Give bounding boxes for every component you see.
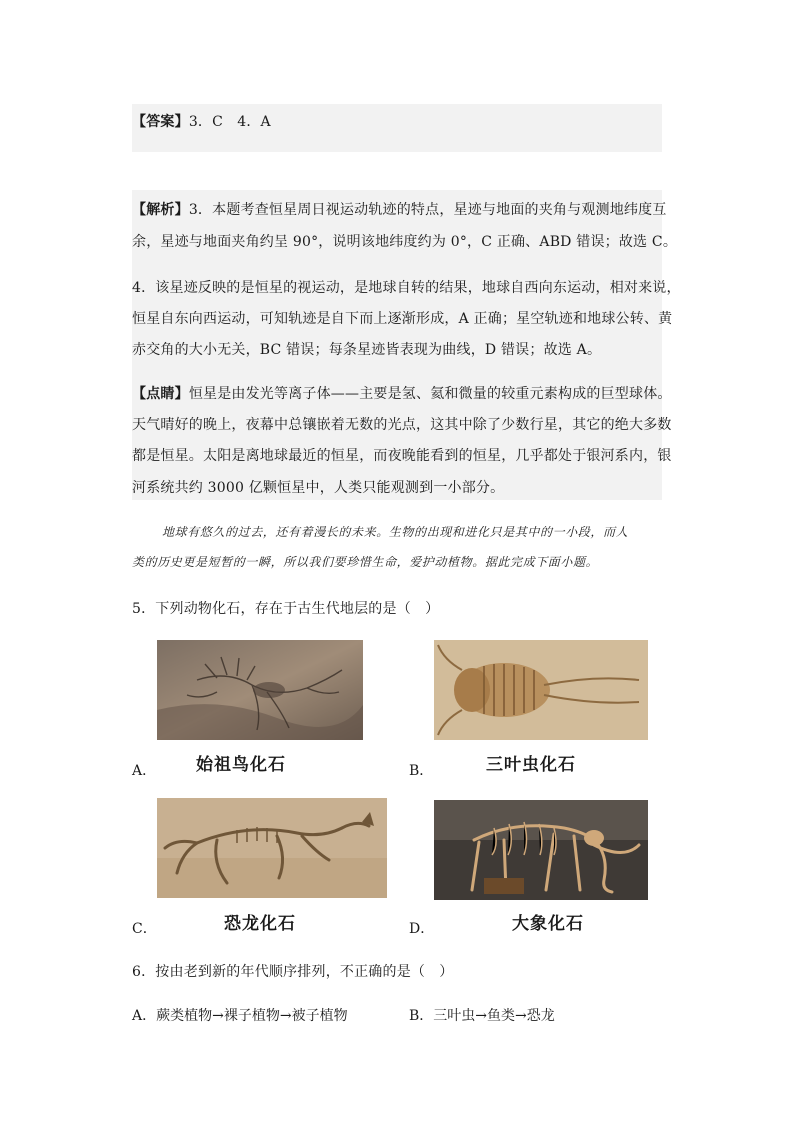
dinosaur-fossil-image <box>157 798 387 898</box>
q5-stem: 5．下列动物化石，存在于古生代地层的是（ ） <box>132 601 440 617</box>
tip-line-1 <box>132 383 672 403</box>
trilobite-fossil-image <box>434 640 648 740</box>
q6-option-b-letter: B． <box>409 1008 434 1024</box>
analysis-line-5: 赤交角的大小无关，BC 错误；每条星迹皆表现为曲线，D 错误；故选 A。 <box>132 342 602 358</box>
intro-line-2: 类的历史更是短暂的一瞬，所以我们要珍惜生命，爱护动植物。据此完成下面小题。 <box>132 555 599 569</box>
analysis-label: 【解析】 <box>132 202 189 218</box>
intro-line-1: 地球有悠久的过去，还有着漫长的未来。生物的出现和进化只是其中的一小段，而人 <box>162 525 629 539</box>
elephant-fossil-image <box>434 800 648 900</box>
analysis-line-4: 恒星自东向西运动，可知轨迹是自下而上逐渐形成，A 正确；星空轨迹和地球公转、黄 <box>132 311 673 327</box>
archaeopteryx-fossil-image <box>157 640 363 740</box>
tip-label: 【点睛】 <box>132 386 189 402</box>
analysis-line-2: 余，星迹与地面夹角约呈 90°，说明该地纬度约为 0°，C 正确、ABD 错误；故选 C。 <box>132 234 678 250</box>
trilobite-fossil-drawing <box>434 640 648 740</box>
tip-line-3: 都是恒星。太阳是离地球最近的恒星，而夜晚能看到的恒星，几乎都处于银河系内，银 <box>132 448 672 464</box>
tip-line-4: 河系统共约 3000 亿颗恒星中，人类只能观测到一小部分。 <box>132 480 505 496</box>
tip-line-2: 天气晴好的晚上，夜幕中总镶嵌着无数的光点，这其中除了少数行星，其它的绝大多数 <box>132 417 672 433</box>
q5-option-d-letter: D． <box>409 921 435 937</box>
q5-option-c-letter: C． <box>132 921 157 937</box>
q5-option-c-caption: 恐龙化石 <box>224 914 296 934</box>
archaeopteryx-fossil-drawing <box>157 640 363 740</box>
elephant-fossil-drawing <box>434 800 648 900</box>
analysis-line-1 <box>132 199 667 219</box>
q6-option-a-text: 蕨类植物→裸子植物→被子植物 <box>156 1008 348 1024</box>
analysis-text-1: 3．本题考查恒星周日视运动轨迹的特点，星迹与地面的夹角与观测地纬度互 <box>188 202 667 218</box>
q5-option-b-caption: 三叶虫化石 <box>486 755 576 775</box>
answer-line <box>132 111 271 131</box>
q5-option-a-caption: 始祖鸟化石 <box>196 755 286 775</box>
answer-text: 3．C 4．A <box>188 114 271 130</box>
q5-option-d-caption: 大象化石 <box>512 914 584 934</box>
answer-label: 【答案】 <box>132 114 189 130</box>
analysis-line-3: 4．该星迹反映的是恒星的视运动，是地球自转的结果，地球自西向东运动，相对来说， <box>132 280 681 296</box>
tip-text-1: 恒星是由发光等离子体——主要是氢、氦和微量的较重元素构成的巨型球体。 <box>188 386 672 402</box>
q5-option-b-letter: B． <box>409 763 434 779</box>
q5-option-a-letter: A． <box>132 763 157 779</box>
q6-option-a <box>132 1005 348 1025</box>
q6-stem: 6．按由老到新的年代顺序排列，不正确的是（ ） <box>132 964 454 980</box>
q6-option-b-text: 三叶虫→鱼类→恐龙 <box>433 1008 555 1024</box>
dinosaur-fossil-drawing <box>157 798 387 898</box>
q6-option-b <box>409 1005 555 1025</box>
q6-option-a-letter: A． <box>132 1008 157 1024</box>
